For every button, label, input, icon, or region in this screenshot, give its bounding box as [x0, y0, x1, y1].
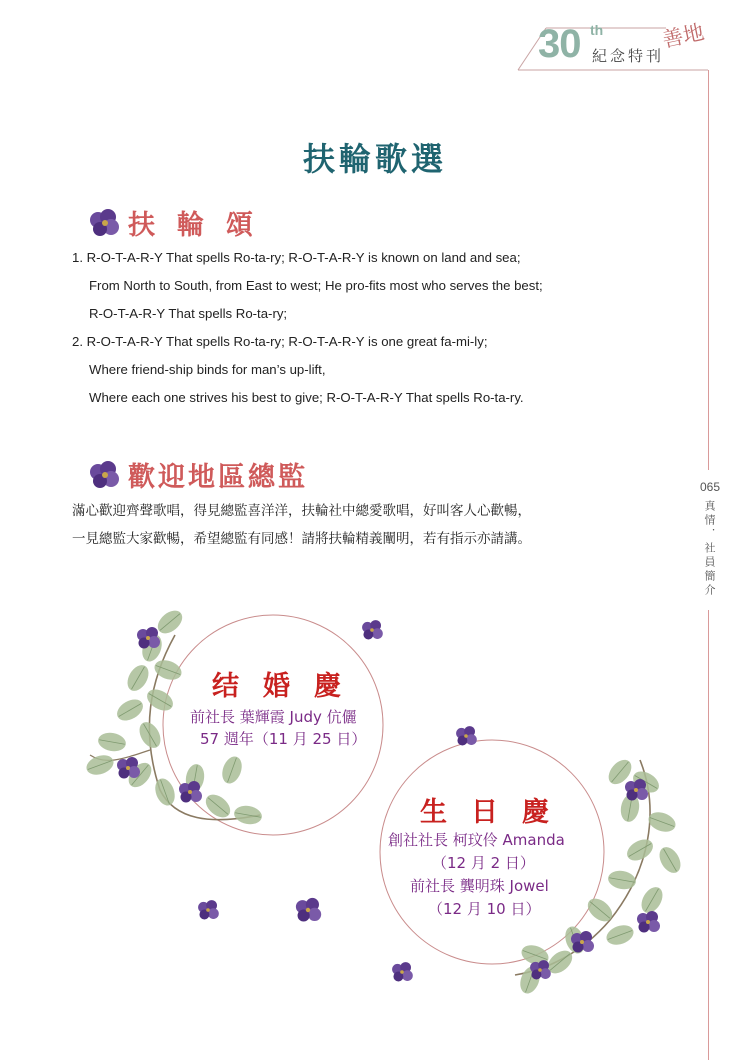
birthday-title: 生日慶 [420, 797, 573, 828]
welcome-title: 歡迎地區總監 [128, 462, 308, 493]
anniversary-badge [516, 18, 716, 72]
welcome-line: 一見總監大家歡暢，希望總監有同感！請將扶輪精義闡明，若有指示亦請講。 [72, 531, 531, 547]
page-number: 065 [699, 480, 721, 494]
purple-flower-icon [88, 460, 122, 490]
anniversary-suffix: th [590, 22, 604, 38]
birthday-line: （12 月 10 日） [428, 900, 541, 918]
lyric-line: Where friend-ship binds for man’s up-lift, [89, 362, 326, 377]
lyric-line: 1. R-O-T-A-R-Y That spells Ro-ta-ry; R-O-T-A-R-Y is known on land and sea; [72, 250, 521, 265]
welcome-lyrics [72, 497, 672, 553]
anniversary-number: 30 [538, 22, 581, 66]
welcome-line: 滿心歡迎齊聲歌唱，得見總監喜洋洋，扶輪社中總愛歌唱，好叫客人心歡暢， [72, 503, 531, 519]
wedding-line: 57 週年（11 月 25 日） [200, 730, 367, 748]
purple-flower-icon [88, 208, 122, 238]
section-side-label: 真情．社員簡介 [703, 500, 716, 598]
eucalyptus-wreath [0, 560, 750, 1061]
lyric-line: 2. R-O-T-A-R-Y That spells Ro-ta-ry; R-O-T-A-R-Y is one great fa-mi-ly; [72, 334, 488, 349]
badge-subtitle: 紀念特刊 [592, 47, 665, 65]
anthem-lyrics [72, 248, 692, 416]
birthday-line: 創社社長 柯玟伶 Amanda [388, 831, 565, 849]
birthday-line: （12 月 2 日） [432, 854, 535, 872]
page-title: 扶輪歌選 [302, 140, 447, 178]
anthem-heading [88, 203, 275, 242]
anthem-title: 扶輪頌 [128, 210, 275, 241]
lyric-line: Where each one strives his best to give; R-O-T-A-R-Y That spells Ro-ta-ry. [89, 390, 524, 405]
birthday-line: 前社長 龔明珠 Jowel [410, 877, 549, 895]
wedding-line: 前社長 葉輝霞 Judy 伉儷 [190, 708, 357, 726]
lyric-line: R-O-T-A-R-Y That spells Ro-ta-ry; [89, 306, 288, 321]
side-rule-top [708, 70, 709, 470]
script-logo: 善地 [660, 19, 707, 53]
lyric-line: From North to South, from East to west; He pro-fits most who serves the best; [89, 278, 543, 293]
wedding-title: 结婚慶 [212, 671, 365, 702]
welcome-heading [88, 455, 308, 494]
